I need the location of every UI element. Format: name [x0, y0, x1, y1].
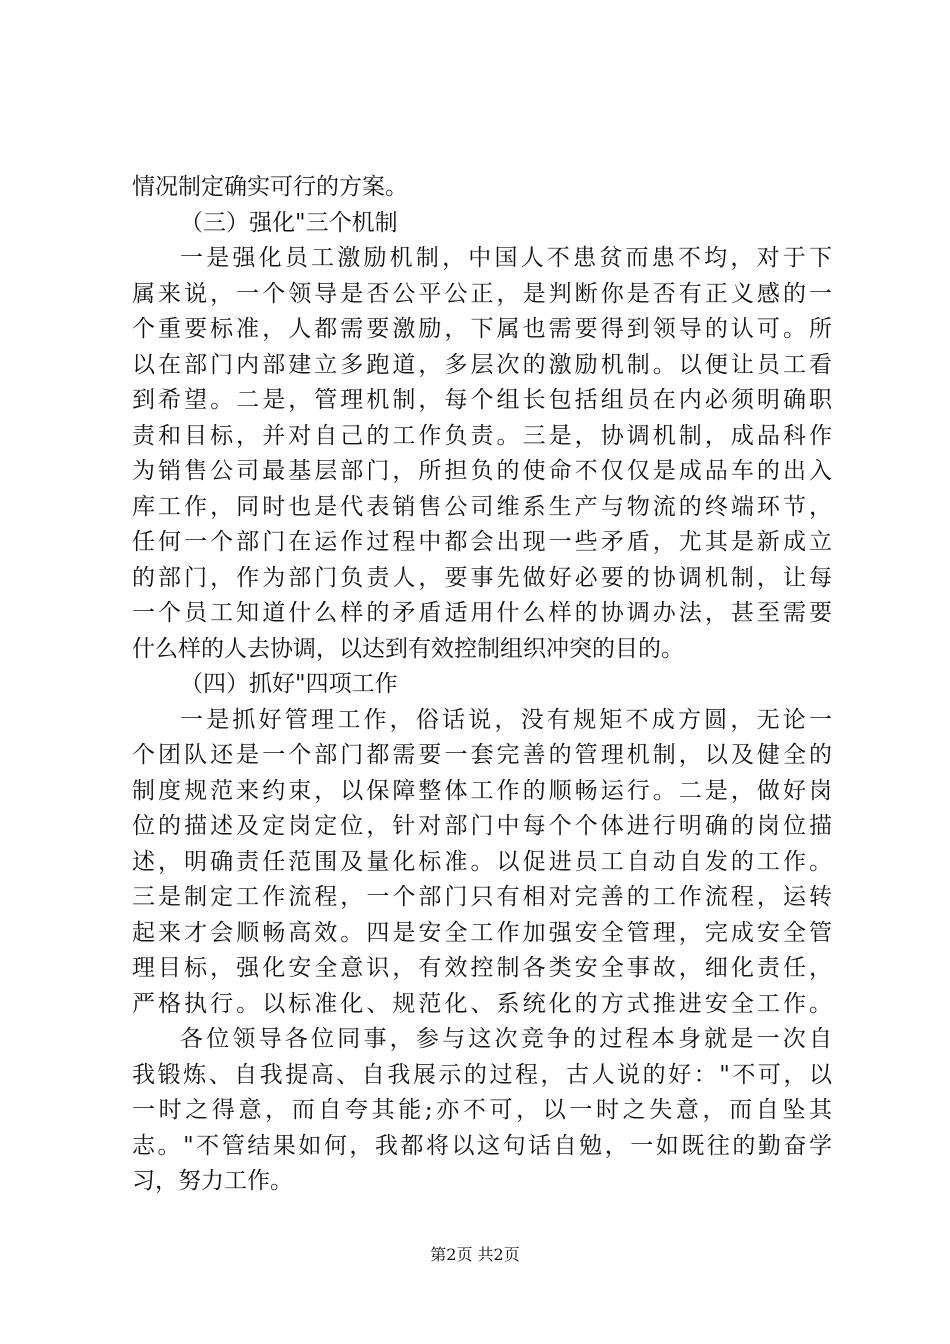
- text-line: 位的描述及定岗定位，针对部门中每个个体进行明确的岗位描: [132, 813, 832, 839]
- section-heading: （四）抓好"四项工作: [180, 671, 398, 697]
- body-text: [132, 170, 832, 1200]
- text-line: 到希望。二是，管理机制，每个组长包括组员在内必须明确职: [132, 387, 832, 413]
- text-line: 属来说，一个领导是否公平公正，是判断你是否有正义感的一: [132, 280, 832, 307]
- text-line: 的部门，作为部门负责人，要事先做好必要的协调机制，让每: [132, 564, 832, 591]
- text-line: 一是抓好管理工作，俗话说，没有规矩不成方圆，无论一: [180, 706, 832, 733]
- text-line: 起来才会顺畅高效。四是安全工作加强安全管理，完成安全管: [132, 919, 832, 946]
- text-line: 什么样的人去协调，以达到有效控制组织冲突的目的。: [132, 635, 684, 662]
- text-line: 各位领导各位同事，参与这次竞争的过程本身就是一次自: [180, 1026, 832, 1052]
- text-line: 情况制定确实可行的方案。: [132, 174, 408, 200]
- text-line: 理目标，强化安全意识，有效控制各类安全事故，细化责任，: [132, 955, 832, 981]
- text-line: 一时之得意，而自夸其能;亦不可，以一时之失意，而自坠其: [132, 1097, 832, 1123]
- text-line: 库工作，同时也是代表销售公司维系生产与物流的终端环节，: [132, 493, 832, 520]
- text-line: 我锻炼、自我提高、自我展示的过程，古人说的好："不可，以: [132, 1061, 832, 1088]
- text-line: 三是制定工作流程，一个部门只有相对完善的工作流程，运转: [132, 884, 832, 910]
- text-line: 志。"不管结果如何，我都将以这句话自勉，一如既往的勤奋学: [132, 1132, 832, 1159]
- text-line: 以在部门内部建立多跑道，多层次的激励机制。以便让员工看: [132, 351, 832, 378]
- text-line: 述，明确责任范围及量化标准。以促进员工自动自发的工作。: [132, 848, 832, 875]
- text-line: 习，努力工作。: [132, 1168, 293, 1194]
- text-line: 责和目标，并对自己的工作负责。三是，协调机制，成品科作: [132, 422, 832, 449]
- text-line: 为销售公司最基层部门，所担负的使命不仅仅是成品车的出入: [132, 458, 832, 484]
- text-line: 制度规范来约束，以保障整体工作的顺畅运行。二是，做好岗: [132, 777, 832, 804]
- text-line: 一是强化员工激励机制，中国人不患贫而患不均，对于下: [180, 245, 832, 271]
- text-line: 个团队还是一个部门都需要一套完善的管理机制，以及健全的: [132, 742, 832, 768]
- page-number-footer: 第2页 共2页: [430, 1245, 520, 1264]
- text-line: 严格执行。以标准化、规范化、系统化的方式推进安全工作。: [132, 990, 832, 1017]
- text-line: 一个员工知道什么样的矛盾适用什么样的协调办法，甚至需要: [132, 600, 832, 626]
- text-line: 个重要标准，人都需要激励，下属也需要得到领导的认可。所: [132, 316, 832, 342]
- text-line: 任何一个部门在运作过程中都会出现一些矛盾，尤其是新成立: [132, 529, 832, 555]
- section-heading: （三）强化"三个机制: [180, 209, 398, 236]
